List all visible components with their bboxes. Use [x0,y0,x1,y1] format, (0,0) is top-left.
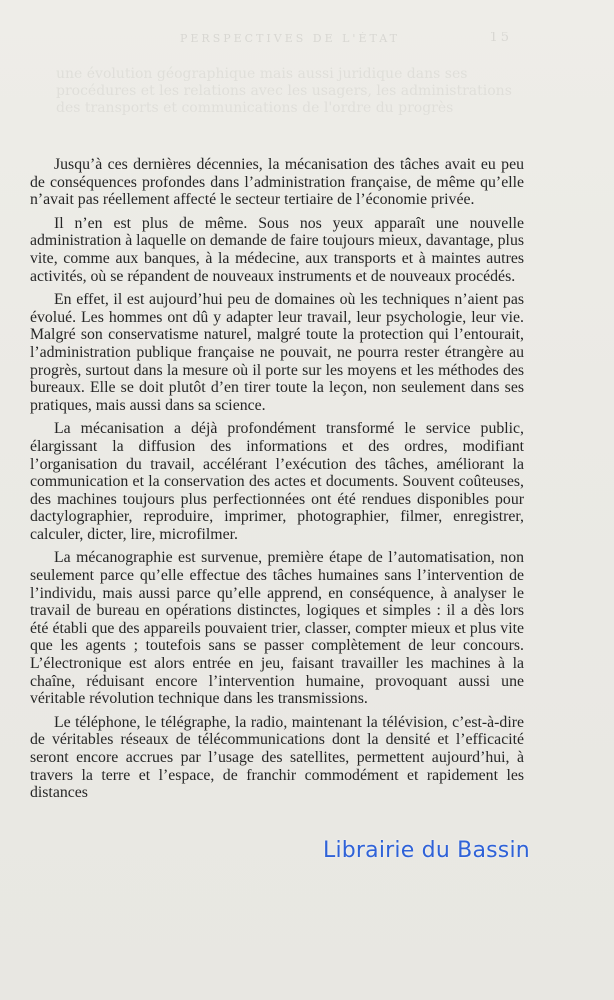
page-number: 15 [489,32,512,45]
paragraph: La mécanisation a déjà profondément transformé le service public, élargissant la diffusion des informations et des ordres, modifiant l’organisation du travail, accélérant l’exécution des tâches, améliorant la communication et la conservation des actes et documents. Souvent coûteuses, des machines toujours plus perfectionnées ont été rendues disponibles pour dactylographier, reproduire, imprimer, photographier, filmer, enregistrer, calculer, dicter, lire, microfilmer. [30,420,524,543]
watermark: Librairie du Bassin [323,838,530,863]
bleed-through-text: une évolution géographique mais aussi juridique dans ses procédures et les relations avec les usagers, les administrations des transports et communications de l'ordre du progrès [56,66,512,116]
paragraph: Le téléphone, le télégraphe, la radio, maintenant la télévision, c’est-à-dire de véritables réseaux de télécommunications dont la densité et l’efficacité seront encore accrues par l’usage des satellites, permettent aujourd’hui, à travers la terre et l’espace, de franchir commodément et rapidement les distances [30,713,524,802]
paragraph: En effet, il est aujourd’hui peu de domaines où les techniques n’aient pas évolué. Les hommes ont dû y adapter leur travail, leur psychologie, leur vie. Malgré son conservatisme naturel, malgré toute la protection qui l’entourait, l’administration publique française ne pouvait, ne pourra rester étrangère au progrès, surtout dans la mesure où il porte sur les moyens et les méthodes des bureaux. Elle se doit plutôt d’en tirer toute la leçon, non seulement dans ses pratiques, mais aussi dans sa science. [30,291,524,414]
paragraph: Jusqu’à ces dernières décennies, la mécanisation des tâches avait eu peu de conséquences profondes dans l’administration française, de même qu’elle n’avait pas réellement affecté le secteur tertiaire de l’économie privée. [30,156,524,209]
paragraph: Il n’en est plus de même. Sous nos yeux apparaît une nouvelle administration à laquelle on demande de faire toujours mieux, davantage, plus vite, comme aux banques, à la médecine, aux transports et à maintes autres activités, où se répandent de nouveaux instruments et de nouveaux procédés. [30,214,524,285]
running-header [180,32,520,52]
running-header-title: PERSPECTIVES DE L'ÉTAT [180,32,400,45]
paragraph: La mécanographie est survenue, première étape de l’automatisation, non seulement parce qu’elle effectue des tâches humaines sans l’intervention de l’individu, mais aussi parce qu’elle apprend, en conséquence, à analyser le travail de bureau en opérations distinctes, logiques et simples : il a dès lors été établi que des appareils pouvaient trier, classer, compter mieux et plus vite que les agents ; toutefois sans se passer complètement de leur concours. L’électronique est alors entrée en jeu, faisant travailler les machines à la chaîne, réduisant encore l’intervention humaine, provoquant aussi une véritable révolution technique dans les transmissions. [30,549,524,708]
body-text [30,156,524,808]
